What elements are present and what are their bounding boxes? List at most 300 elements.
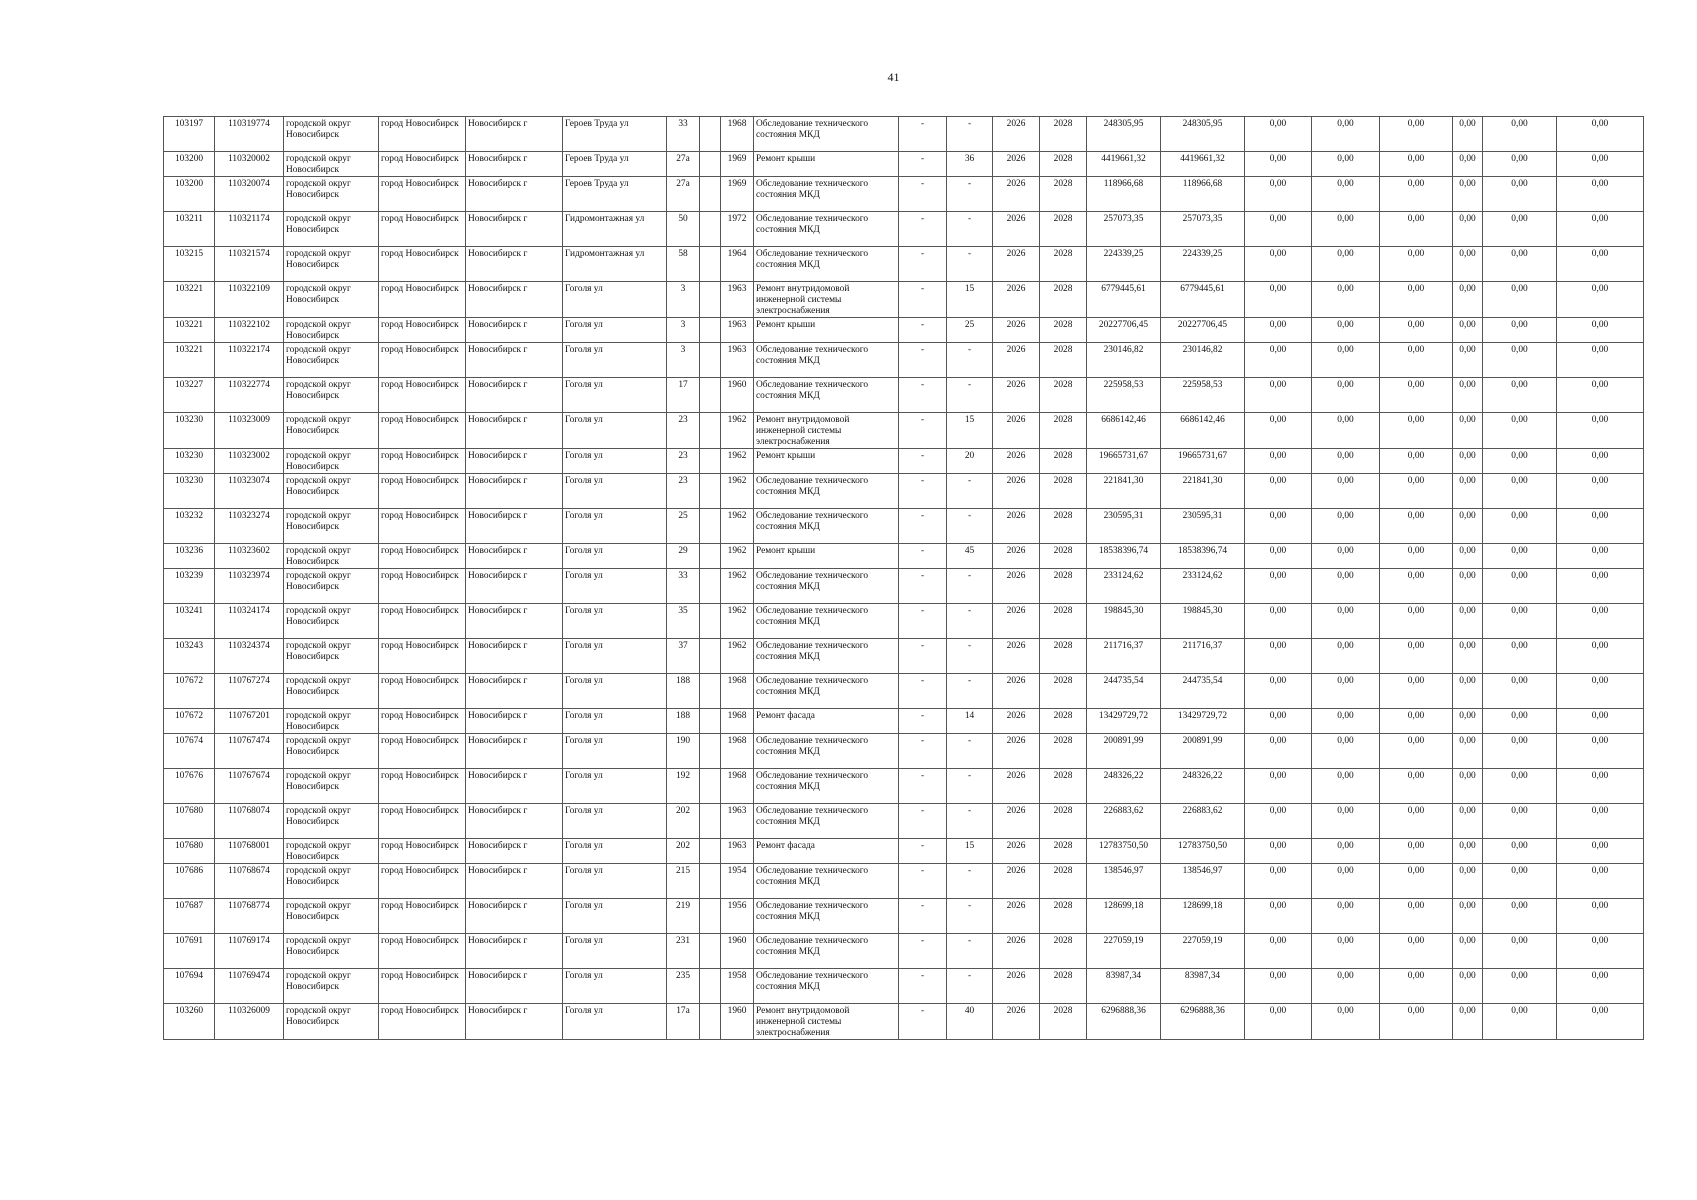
building-letter-cell bbox=[700, 1004, 721, 1040]
fund-cell: 0,00 bbox=[1380, 804, 1453, 839]
city-cell: Новосибирск г bbox=[466, 864, 563, 899]
house-number-cell: 3 bbox=[667, 282, 700, 318]
unit-cell: - bbox=[899, 509, 947, 544]
municipality-cell: городской округ Новосибирск bbox=[284, 709, 379, 734]
fund-cell: 0,00 bbox=[1312, 212, 1380, 247]
building-letter-cell bbox=[700, 413, 721, 449]
fund-cell: 0,00 bbox=[1245, 899, 1312, 934]
start-year-cell: 2026 bbox=[993, 769, 1040, 804]
municipality-cell: городской округ Новосибирск bbox=[284, 474, 379, 509]
fund-cell: 0,00 bbox=[1483, 864, 1557, 899]
fund-cell: 0,00 bbox=[1380, 934, 1453, 969]
table-row bbox=[164, 343, 1644, 378]
fund-cell: 0,00 bbox=[1483, 282, 1557, 318]
cost-cell: 257073,35 bbox=[1087, 212, 1161, 247]
row-id-cell: 107672 bbox=[164, 674, 215, 709]
work-type-cell: Обследование технического состояния МКД bbox=[754, 177, 899, 212]
cost-cell: 227059,19 bbox=[1087, 934, 1161, 969]
work-code-cell: 110323274 bbox=[215, 509, 284, 544]
start-year-cell: 2026 bbox=[993, 212, 1040, 247]
volume-cell: - bbox=[947, 639, 993, 674]
settlement-cell: город Новосибирск bbox=[379, 769, 466, 804]
fund-cell: 0,00 bbox=[1245, 449, 1312, 474]
house-number-cell: 23 bbox=[667, 449, 700, 474]
row-id-cell: 103241 bbox=[164, 604, 215, 639]
table-row bbox=[164, 864, 1644, 899]
start-year-cell: 2026 bbox=[993, 117, 1040, 152]
fund-cell: 0,00 bbox=[1245, 343, 1312, 378]
work-code-cell: 110326009 bbox=[215, 1004, 284, 1040]
work-code-cell: 110324174 bbox=[215, 604, 284, 639]
fund-cell: 0,00 bbox=[1483, 509, 1557, 544]
cost-cell: 6686142,46 bbox=[1087, 413, 1161, 449]
work-code-cell: 110320002 bbox=[215, 152, 284, 177]
settlement-cell: город Новосибирск bbox=[379, 1004, 466, 1040]
table-row bbox=[164, 152, 1644, 177]
row-id-cell: 107687 bbox=[164, 899, 215, 934]
start-year-cell: 2026 bbox=[993, 864, 1040, 899]
fund-cell: 0,00 bbox=[1453, 474, 1483, 509]
fund-cell: 0,00 bbox=[1557, 318, 1644, 343]
volume-cell: 15 bbox=[947, 282, 993, 318]
street-cell: Гоголя ул bbox=[563, 413, 667, 449]
building-letter-cell bbox=[700, 934, 721, 969]
fund-cell: 0,00 bbox=[1380, 343, 1453, 378]
fund-cell: 0,00 bbox=[1453, 839, 1483, 864]
municipality-cell: городской округ Новосибирск bbox=[284, 899, 379, 934]
fund-cell: 0,00 bbox=[1312, 318, 1380, 343]
fund-cell: 0,00 bbox=[1380, 1004, 1453, 1040]
fund-cell: 0,00 bbox=[1453, 449, 1483, 474]
volume-cell: 36 bbox=[947, 152, 993, 177]
end-year-cell: 2028 bbox=[1040, 318, 1087, 343]
unit-cell: - bbox=[899, 152, 947, 177]
fund-cell: 0,00 bbox=[1557, 899, 1644, 934]
city-cell: Новосибирск г bbox=[466, 709, 563, 734]
unit-cell: - bbox=[899, 899, 947, 934]
row-id-cell: 103227 bbox=[164, 378, 215, 413]
unit-cell: - bbox=[899, 378, 947, 413]
building-letter-cell bbox=[700, 769, 721, 804]
work-type-cell: Обследование технического состояния МКД bbox=[754, 117, 899, 152]
fund-cell: 0,00 bbox=[1557, 378, 1644, 413]
fund-cell: 0,00 bbox=[1245, 318, 1312, 343]
house-number-cell: 17 bbox=[667, 378, 700, 413]
total-cost-cell: 211716,37 bbox=[1161, 639, 1245, 674]
fund-cell: 0,00 bbox=[1483, 709, 1557, 734]
settlement-cell: город Новосибирск bbox=[379, 413, 466, 449]
volume-cell: - bbox=[947, 569, 993, 604]
fund-cell: 0,00 bbox=[1312, 117, 1380, 152]
fund-cell: 0,00 bbox=[1245, 1004, 1312, 1040]
street-cell: Гоголя ул bbox=[563, 709, 667, 734]
row-id-cell: 103243 bbox=[164, 639, 215, 674]
fund-cell: 0,00 bbox=[1312, 674, 1380, 709]
fund-cell: 0,00 bbox=[1380, 734, 1453, 769]
work-code-cell: 110767474 bbox=[215, 734, 284, 769]
fund-cell: 0,00 bbox=[1557, 734, 1644, 769]
start-year-cell: 2026 bbox=[993, 1004, 1040, 1040]
volume-cell: - bbox=[947, 343, 993, 378]
work-type-cell: Ремонт крыши bbox=[754, 152, 899, 177]
fund-cell: 0,00 bbox=[1557, 343, 1644, 378]
building-letter-cell bbox=[700, 247, 721, 282]
fund-cell: 0,00 bbox=[1483, 212, 1557, 247]
fund-cell: 0,00 bbox=[1380, 769, 1453, 804]
total-cost-cell: 225958,53 bbox=[1161, 378, 1245, 413]
year-built-cell: 1963 bbox=[721, 804, 754, 839]
table-row bbox=[164, 804, 1644, 839]
building-letter-cell bbox=[700, 804, 721, 839]
work-type-cell: Обследование технического состояния МКД bbox=[754, 969, 899, 1004]
fund-cell: 0,00 bbox=[1380, 544, 1453, 569]
street-cell: Гоголя ул bbox=[563, 378, 667, 413]
fund-cell: 0,00 bbox=[1312, 969, 1380, 1004]
table-row bbox=[164, 413, 1644, 449]
fund-cell: 0,00 bbox=[1557, 544, 1644, 569]
fund-cell: 0,00 bbox=[1312, 864, 1380, 899]
row-id-cell: 103200 bbox=[164, 177, 215, 212]
fund-cell: 0,00 bbox=[1453, 639, 1483, 674]
end-year-cell: 2028 bbox=[1040, 734, 1087, 769]
house-number-cell: 33 bbox=[667, 569, 700, 604]
building-letter-cell bbox=[700, 343, 721, 378]
volume-cell: - bbox=[947, 899, 993, 934]
fund-cell: 0,00 bbox=[1312, 709, 1380, 734]
fund-cell: 0,00 bbox=[1453, 569, 1483, 604]
fund-cell: 0,00 bbox=[1483, 899, 1557, 934]
start-year-cell: 2026 bbox=[993, 544, 1040, 569]
fund-cell: 0,00 bbox=[1453, 282, 1483, 318]
fund-cell: 0,00 bbox=[1557, 804, 1644, 839]
city-cell: Новосибирск г bbox=[466, 544, 563, 569]
start-year-cell: 2026 bbox=[993, 899, 1040, 934]
total-cost-cell: 230146,82 bbox=[1161, 343, 1245, 378]
table-row bbox=[164, 734, 1644, 769]
total-cost-cell: 200891,99 bbox=[1161, 734, 1245, 769]
end-year-cell: 2028 bbox=[1040, 509, 1087, 544]
total-cost-cell: 6686142,46 bbox=[1161, 413, 1245, 449]
fund-cell: 0,00 bbox=[1557, 569, 1644, 604]
fund-cell: 0,00 bbox=[1245, 604, 1312, 639]
municipality-cell: городской округ Новосибирск bbox=[284, 509, 379, 544]
total-cost-cell: 248326,22 bbox=[1161, 769, 1245, 804]
municipality-cell: городской округ Новосибирск bbox=[284, 378, 379, 413]
total-cost-cell: 138546,97 bbox=[1161, 864, 1245, 899]
fund-cell: 0,00 bbox=[1245, 934, 1312, 969]
city-cell: Новосибирск г bbox=[466, 212, 563, 247]
municipality-cell: городской округ Новосибирск bbox=[284, 569, 379, 604]
table-row bbox=[164, 899, 1644, 934]
municipality-cell: городской округ Новосибирск bbox=[284, 864, 379, 899]
unit-cell: - bbox=[899, 769, 947, 804]
city-cell: Новосибирск г bbox=[466, 177, 563, 212]
start-year-cell: 2026 bbox=[993, 343, 1040, 378]
total-cost-cell: 248305,95 bbox=[1161, 117, 1245, 152]
house-number-cell: 192 bbox=[667, 769, 700, 804]
year-built-cell: 1960 bbox=[721, 378, 754, 413]
city-cell: Новосибирск г bbox=[466, 318, 563, 343]
volume-cell: - bbox=[947, 212, 993, 247]
work-type-cell: Обследование технического состояния МКД bbox=[754, 864, 899, 899]
municipality-cell: городской округ Новосибирск bbox=[284, 117, 379, 152]
fund-cell: 0,00 bbox=[1453, 769, 1483, 804]
unit-cell: - bbox=[899, 117, 947, 152]
start-year-cell: 2026 bbox=[993, 839, 1040, 864]
street-cell: Гоголя ул bbox=[563, 509, 667, 544]
house-number-cell: 188 bbox=[667, 674, 700, 709]
fund-cell: 0,00 bbox=[1245, 152, 1312, 177]
total-cost-cell: 4419661,32 bbox=[1161, 152, 1245, 177]
unit-cell: - bbox=[899, 934, 947, 969]
work-code-cell: 110323974 bbox=[215, 569, 284, 604]
fund-cell: 0,00 bbox=[1245, 544, 1312, 569]
volume-cell: 40 bbox=[947, 1004, 993, 1040]
fund-cell: 0,00 bbox=[1245, 117, 1312, 152]
building-letter-cell bbox=[700, 282, 721, 318]
unit-cell: - bbox=[899, 177, 947, 212]
fund-cell: 0,00 bbox=[1245, 839, 1312, 864]
unit-cell: - bbox=[899, 864, 947, 899]
cost-cell: 198845,30 bbox=[1087, 604, 1161, 639]
start-year-cell: 2026 bbox=[993, 152, 1040, 177]
start-year-cell: 2026 bbox=[993, 318, 1040, 343]
settlement-cell: город Новосибирск bbox=[379, 674, 466, 709]
table-row bbox=[164, 177, 1644, 212]
settlement-cell: город Новосибирск bbox=[379, 177, 466, 212]
house-number-cell: 3 bbox=[667, 318, 700, 343]
year-built-cell: 1968 bbox=[721, 674, 754, 709]
fund-cell: 0,00 bbox=[1453, 152, 1483, 177]
table-row bbox=[164, 934, 1644, 969]
year-built-cell: 1960 bbox=[721, 934, 754, 969]
house-number-cell: 215 bbox=[667, 864, 700, 899]
fund-cell: 0,00 bbox=[1380, 282, 1453, 318]
fund-cell: 0,00 bbox=[1312, 899, 1380, 934]
settlement-cell: город Новосибирск bbox=[379, 899, 466, 934]
row-id-cell: 107680 bbox=[164, 839, 215, 864]
row-id-cell: 103221 bbox=[164, 343, 215, 378]
settlement-cell: город Новосибирск bbox=[379, 343, 466, 378]
municipality-cell: городской округ Новосибирск bbox=[284, 247, 379, 282]
table-row bbox=[164, 604, 1644, 639]
cost-cell: 128699,18 bbox=[1087, 899, 1161, 934]
street-cell: Героев Труда ул bbox=[563, 152, 667, 177]
building-letter-cell bbox=[700, 544, 721, 569]
end-year-cell: 2028 bbox=[1040, 177, 1087, 212]
fund-cell: 0,00 bbox=[1483, 604, 1557, 639]
cost-cell: 225958,53 bbox=[1087, 378, 1161, 413]
total-cost-cell: 12783750,50 bbox=[1161, 839, 1245, 864]
row-id-cell: 107694 bbox=[164, 969, 215, 1004]
work-type-cell: Обследование технического состояния МКД bbox=[754, 734, 899, 769]
cost-cell: 6296888,36 bbox=[1087, 1004, 1161, 1040]
street-cell: Гоголя ул bbox=[563, 639, 667, 674]
fund-cell: 0,00 bbox=[1483, 413, 1557, 449]
volume-cell: 14 bbox=[947, 709, 993, 734]
building-letter-cell bbox=[700, 318, 721, 343]
building-letter-cell bbox=[700, 839, 721, 864]
municipality-cell: городской округ Новосибирск bbox=[284, 318, 379, 343]
fund-cell: 0,00 bbox=[1380, 639, 1453, 674]
fund-cell: 0,00 bbox=[1312, 769, 1380, 804]
row-id-cell: 107680 bbox=[164, 804, 215, 839]
fund-cell: 0,00 bbox=[1245, 282, 1312, 318]
fund-cell: 0,00 bbox=[1453, 413, 1483, 449]
work-code-cell: 110319774 bbox=[215, 117, 284, 152]
house-number-cell: 27а bbox=[667, 177, 700, 212]
fund-cell: 0,00 bbox=[1312, 282, 1380, 318]
end-year-cell: 2028 bbox=[1040, 769, 1087, 804]
settlement-cell: город Новосибирск bbox=[379, 639, 466, 674]
street-cell: Гоголя ул bbox=[563, 769, 667, 804]
fund-cell: 0,00 bbox=[1245, 709, 1312, 734]
city-cell: Новосибирск г bbox=[466, 569, 563, 604]
fund-cell: 0,00 bbox=[1453, 509, 1483, 544]
end-year-cell: 2028 bbox=[1040, 639, 1087, 674]
cost-cell: 248326,22 bbox=[1087, 769, 1161, 804]
fund-cell: 0,00 bbox=[1245, 569, 1312, 604]
end-year-cell: 2028 bbox=[1040, 1004, 1087, 1040]
municipality-cell: городской округ Новосибирск bbox=[284, 413, 379, 449]
row-id-cell: 103232 bbox=[164, 509, 215, 544]
table-row bbox=[164, 709, 1644, 734]
year-built-cell: 1963 bbox=[721, 282, 754, 318]
fund-cell: 0,00 bbox=[1557, 449, 1644, 474]
unit-cell: - bbox=[899, 212, 947, 247]
fund-cell: 0,00 bbox=[1557, 769, 1644, 804]
settlement-cell: город Новосибирск bbox=[379, 804, 466, 839]
year-built-cell: 1958 bbox=[721, 969, 754, 1004]
municipality-cell: городской округ Новосибирск bbox=[284, 769, 379, 804]
fund-cell: 0,00 bbox=[1312, 474, 1380, 509]
city-cell: Новосибирск г bbox=[466, 343, 563, 378]
unit-cell: - bbox=[899, 709, 947, 734]
house-number-cell: 35 bbox=[667, 604, 700, 639]
unit-cell: - bbox=[899, 969, 947, 1004]
municipality-cell: городской округ Новосибирск bbox=[284, 212, 379, 247]
building-letter-cell bbox=[700, 378, 721, 413]
work-code-cell: 110321574 bbox=[215, 247, 284, 282]
fund-cell: 0,00 bbox=[1453, 212, 1483, 247]
street-cell: Гоголя ул bbox=[563, 1004, 667, 1040]
fund-cell: 0,00 bbox=[1380, 864, 1453, 899]
row-id-cell: 103211 bbox=[164, 212, 215, 247]
table-row bbox=[164, 318, 1644, 343]
cost-cell: 224339,25 bbox=[1087, 247, 1161, 282]
street-cell: Гоголя ул bbox=[563, 544, 667, 569]
fund-cell: 0,00 bbox=[1557, 247, 1644, 282]
cost-cell: 4419661,32 bbox=[1087, 152, 1161, 177]
street-cell: Гидромонтажная ул bbox=[563, 212, 667, 247]
row-id-cell: 107674 bbox=[164, 734, 215, 769]
cost-cell: 233124,62 bbox=[1087, 569, 1161, 604]
building-letter-cell bbox=[700, 899, 721, 934]
fund-cell: 0,00 bbox=[1557, 969, 1644, 1004]
unit-cell: - bbox=[899, 734, 947, 769]
fund-cell: 0,00 bbox=[1312, 734, 1380, 769]
work-type-cell: Обследование технического состояния МКД bbox=[754, 899, 899, 934]
total-cost-cell: 6779445,61 bbox=[1161, 282, 1245, 318]
fund-cell: 0,00 bbox=[1453, 674, 1483, 709]
fund-cell: 0,00 bbox=[1483, 674, 1557, 709]
start-year-cell: 2026 bbox=[993, 639, 1040, 674]
street-cell: Гоголя ул bbox=[563, 839, 667, 864]
year-built-cell: 1968 bbox=[721, 117, 754, 152]
work-code-cell: 110323074 bbox=[215, 474, 284, 509]
fund-cell: 0,00 bbox=[1380, 449, 1453, 474]
municipality-cell: городской округ Новосибирск bbox=[284, 639, 379, 674]
year-built-cell: 1963 bbox=[721, 839, 754, 864]
fund-cell: 0,00 bbox=[1557, 413, 1644, 449]
street-cell: Гидромонтажная ул bbox=[563, 247, 667, 282]
end-year-cell: 2028 bbox=[1040, 969, 1087, 1004]
fund-cell: 0,00 bbox=[1312, 639, 1380, 674]
municipality-cell: городской округ Новосибирск bbox=[284, 839, 379, 864]
volume-cell: - bbox=[947, 509, 993, 544]
fund-cell: 0,00 bbox=[1483, 343, 1557, 378]
fund-cell: 0,00 bbox=[1312, 569, 1380, 604]
fund-cell: 0,00 bbox=[1245, 674, 1312, 709]
year-built-cell: 1972 bbox=[721, 212, 754, 247]
street-cell: Гоголя ул bbox=[563, 934, 667, 969]
cost-cell: 19665731,67 bbox=[1087, 449, 1161, 474]
volume-cell: 15 bbox=[947, 839, 993, 864]
cost-cell: 230595,31 bbox=[1087, 509, 1161, 544]
start-year-cell: 2026 bbox=[993, 804, 1040, 839]
street-cell: Гоголя ул bbox=[563, 569, 667, 604]
fund-cell: 0,00 bbox=[1483, 569, 1557, 604]
table-row bbox=[164, 509, 1644, 544]
end-year-cell: 2028 bbox=[1040, 413, 1087, 449]
building-letter-cell bbox=[700, 709, 721, 734]
settlement-cell: город Новосибирск bbox=[379, 152, 466, 177]
year-built-cell: 1963 bbox=[721, 343, 754, 378]
building-letter-cell bbox=[700, 734, 721, 769]
work-code-cell: 110767201 bbox=[215, 709, 284, 734]
table-row bbox=[164, 544, 1644, 569]
cost-cell: 244735,54 bbox=[1087, 674, 1161, 709]
work-code-cell: 110769474 bbox=[215, 969, 284, 1004]
settlement-cell: город Новосибирск bbox=[379, 734, 466, 769]
total-cost-cell: 224339,25 bbox=[1161, 247, 1245, 282]
end-year-cell: 2028 bbox=[1040, 282, 1087, 318]
start-year-cell: 2026 bbox=[993, 734, 1040, 769]
building-letter-cell bbox=[700, 674, 721, 709]
year-built-cell: 1962 bbox=[721, 449, 754, 474]
unit-cell: - bbox=[899, 639, 947, 674]
cost-cell: 20227706,45 bbox=[1087, 318, 1161, 343]
settlement-cell: город Новосибирск bbox=[379, 569, 466, 604]
row-id-cell: 103230 bbox=[164, 449, 215, 474]
unit-cell: - bbox=[899, 343, 947, 378]
house-number-cell: 17а bbox=[667, 1004, 700, 1040]
fund-cell: 0,00 bbox=[1312, 1004, 1380, 1040]
street-cell: Гоголя ул bbox=[563, 804, 667, 839]
fund-cell: 0,00 bbox=[1453, 1004, 1483, 1040]
fund-cell: 0,00 bbox=[1453, 734, 1483, 769]
unit-cell: - bbox=[899, 604, 947, 639]
work-type-cell: Обследование технического состояния МКД bbox=[754, 509, 899, 544]
fund-cell: 0,00 bbox=[1453, 804, 1483, 839]
settlement-cell: город Новосибирск bbox=[379, 474, 466, 509]
house-number-cell: 219 bbox=[667, 899, 700, 934]
year-built-cell: 1954 bbox=[721, 864, 754, 899]
street-cell: Гоголя ул bbox=[563, 474, 667, 509]
work-code-cell: 110767274 bbox=[215, 674, 284, 709]
table-body bbox=[164, 117, 1644, 1040]
fund-cell: 0,00 bbox=[1312, 509, 1380, 544]
